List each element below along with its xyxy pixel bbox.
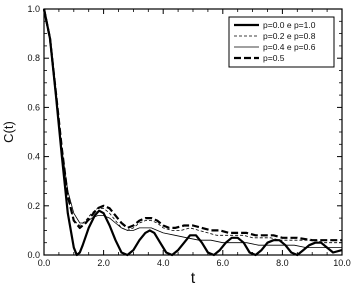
legend (229, 17, 334, 67)
y-tick-label: 0.6 (27, 102, 40, 113)
legend-label: p=0.4 e p=0.6 (263, 42, 316, 52)
x-tick-label: 0.0 (37, 258, 51, 268)
y-axis-label: C(t) (1, 121, 16, 143)
x-tick-label: 6.0 (216, 258, 230, 268)
y-tick-label: 1.0 (27, 4, 40, 14)
x-tick-label: 8.0 (276, 258, 289, 268)
x-axis-label: t (190, 270, 196, 287)
legend-label: p=0.5 (263, 53, 285, 63)
legend-label: p=0.0 e p=1.0 (263, 20, 316, 30)
y-tick-label: 0.0 (27, 250, 40, 260)
y-tick-label: 0.2 (27, 200, 40, 211)
x-tick-label: 4.0 (156, 258, 170, 268)
x-tick-label: 10.0 (333, 258, 351, 268)
y-tick-label: 0.4 (27, 151, 40, 162)
legend-label: p=0.2 e p=0.8 (263, 31, 316, 41)
x-tick-label: 2.0 (97, 258, 110, 268)
y-tick-label: 0.8 (27, 53, 40, 64)
